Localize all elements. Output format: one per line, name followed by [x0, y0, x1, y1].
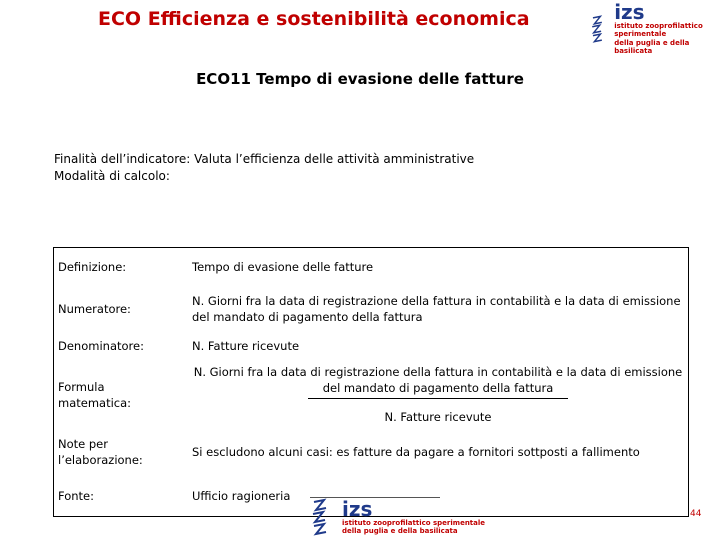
table-row: [54, 331, 689, 361]
formula: [184, 361, 689, 428]
fraction-bar: [308, 398, 568, 399]
logo-line2: della puglia e della basilicata: [614, 38, 690, 56]
formula-denominator: N. Fatture ricevute: [384, 410, 492, 424]
row-value: N. Giorni fra la data di registrazione della fattura in contabilità e la data di emissione del mandato di pagamento della fattura: [192, 293, 681, 324]
logo-line1: istituto zooprofilattico sperimentale: [614, 22, 703, 39]
logo-line1: istituto zooprofilattico sperimentale: [342, 518, 486, 527]
logo-brand: izs: [614, 0, 645, 24]
izs-mark-icon: [590, 8, 612, 50]
row-label: Numeratore:: [58, 301, 131, 316]
row-label: Note per l’elaborazione:: [58, 437, 143, 467]
indicator-method: Modalità di calcolo:: [54, 169, 170, 183]
indicator-table: [53, 247, 689, 521]
indicator-purpose: Finalità dell’indicatore: Valuta l’efficienza delle attività amministrative: [54, 152, 475, 166]
page-number: 44: [690, 509, 702, 519]
page-title: ECO Efficienza e sostenibilità economica: [98, 8, 530, 30]
row-label: Formula matematica:: [58, 379, 132, 410]
indicator-intro: [54, 151, 474, 185]
table-row: [54, 286, 689, 331]
formula-numerator: N. Giorni fra la data di registrazione della fattura in contabilità e la data di emissione del mandato di pagamento della fattura: [193, 365, 683, 395]
izs-logo-footer: [310, 496, 485, 538]
row-label: Fonte:: [58, 489, 94, 503]
table-row: [54, 248, 689, 287]
izs-logo: [590, 2, 720, 56]
row-label: Denominatore:: [58, 339, 144, 353]
row-label: Definizione:: [58, 260, 127, 274]
indicator-title: ECO11 Tempo di evasione delle fatture: [196, 70, 524, 88]
row-value: Ufficio ragioneria: [192, 489, 291, 503]
row-value: Tempo di evasione delle fatture: [192, 260, 374, 274]
logo-line2: della puglia e della basilicata: [342, 527, 458, 535]
izs-mark-icon: [310, 496, 340, 538]
table-row: [54, 361, 689, 428]
logo-brand: izs: [342, 496, 373, 521]
row-value: Si escludono alcuni casi: es fatture da pagare a fornitori sottposti a fallimento: [192, 445, 640, 459]
table-row: [54, 428, 689, 476]
row-value: N. Fatture ricevute: [192, 339, 300, 353]
